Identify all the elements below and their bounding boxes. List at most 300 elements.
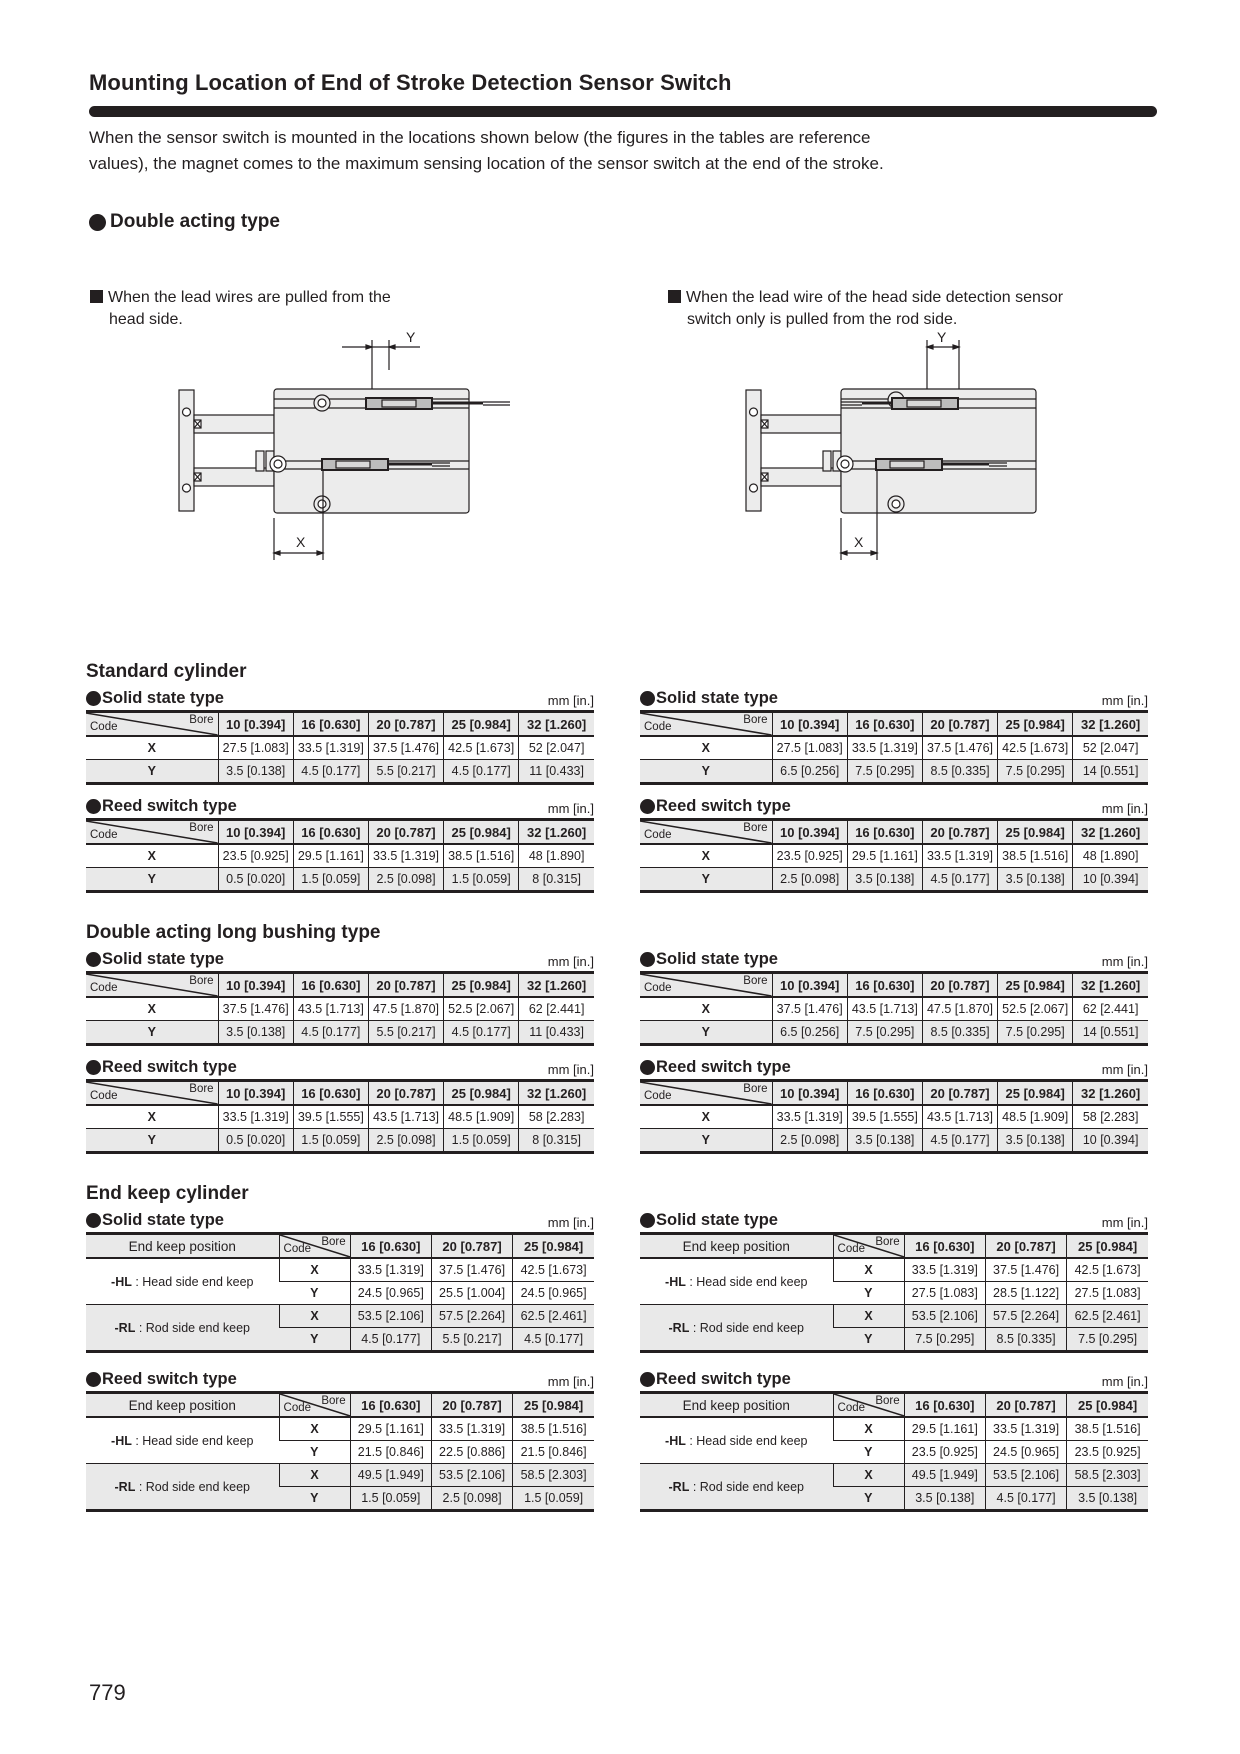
page-number: 779 xyxy=(89,1680,126,1705)
table-cell: 38.5 [1.516] xyxy=(998,844,1073,868)
sensor-position-table xyxy=(640,818,1148,893)
code-bore-header xyxy=(833,1393,904,1418)
table-cell: 62.5 [2.461] xyxy=(1067,1305,1148,1328)
row-code: X xyxy=(833,1258,904,1282)
bore-column-header: 10 [0.394] xyxy=(218,712,293,737)
subsection-title-label: Reed switch type xyxy=(102,1370,237,1388)
title-divider xyxy=(89,106,1157,117)
subsection-title xyxy=(86,1058,237,1077)
subsection-title-label: Solid state type xyxy=(656,950,778,968)
end-keep-description: : Rod side end keep xyxy=(135,1320,251,1335)
code-label: Code xyxy=(283,1402,312,1414)
table-cell: 1.5 [0.059] xyxy=(293,868,368,892)
table-cell: 8.5 [0.335] xyxy=(922,760,997,784)
table-cell: 3.5 [0.138] xyxy=(847,868,922,892)
bore-column-header: 20 [0.787] xyxy=(985,1234,1066,1259)
bore-column-header: 10 [0.394] xyxy=(218,1081,293,1106)
table-cell: 33.5 [1.319] xyxy=(904,1258,985,1282)
end-keep-code: -RL xyxy=(114,1320,136,1335)
subsection-title-label: Reed switch type xyxy=(656,797,791,815)
bore-column-header: 25 [0.984] xyxy=(998,712,1073,737)
end-keep-position-rl xyxy=(86,1305,279,1352)
bore-column-header: 25 [0.984] xyxy=(998,1081,1073,1106)
end-keep-code: -HL xyxy=(111,1274,132,1289)
table-header-row xyxy=(640,945,1148,969)
bore-column-header: 10 [0.394] xyxy=(772,820,847,845)
table-cell: 27.5 [1.083] xyxy=(772,736,847,760)
table-cell: 42.5 [1.673] xyxy=(444,736,519,760)
end-keep-position-hl xyxy=(640,1417,833,1464)
table-cell: 1.5 [0.059] xyxy=(513,1487,594,1511)
row-code: X xyxy=(147,1002,156,1016)
table-cell: 21.5 [0.846] xyxy=(350,1441,431,1464)
table-cell: 37.5 [1.476] xyxy=(772,997,847,1021)
code-bore-header xyxy=(86,973,218,998)
table-row xyxy=(640,760,1148,784)
bore-column-header: 32 [1.260] xyxy=(519,712,594,737)
code-label: Code xyxy=(90,721,118,733)
bullet-icon xyxy=(640,1372,655,1387)
bore-column-header: 25 [0.984] xyxy=(444,712,519,737)
table-cell: 33.5 [1.319] xyxy=(847,736,922,760)
table-cell: 4.5 [0.177] xyxy=(350,1328,431,1352)
table-cell: 33.5 [1.319] xyxy=(772,1105,847,1129)
table-cell: 4.5 [0.177] xyxy=(444,1021,519,1045)
end-keep-code: -HL xyxy=(665,1433,686,1448)
bore-label: Bore xyxy=(189,975,214,987)
table-row xyxy=(640,1417,1148,1441)
unit-label: mm [in.] xyxy=(1101,801,1148,816)
table-cell: 23.5 [0.925] xyxy=(1067,1441,1148,1464)
table-cell: 53.5 [2.106] xyxy=(904,1305,985,1328)
table-cell: 1.5 [0.059] xyxy=(444,868,519,892)
sensor-position-table-block xyxy=(640,684,1148,785)
row-code: Y xyxy=(310,1445,319,1459)
subsection-title-label: Reed switch type xyxy=(656,1058,791,1076)
row-code: X xyxy=(701,1110,710,1124)
unit-label: mm [in.] xyxy=(547,693,594,708)
x-dimension-label: X xyxy=(296,534,306,550)
subsection-title xyxy=(86,797,237,816)
table-cell: 38.5 [1.516] xyxy=(1067,1417,1148,1441)
x-dimension-label: X xyxy=(854,534,864,550)
table-cell: 43.5 [1.713] xyxy=(293,997,368,1021)
table-header-row xyxy=(640,1053,1148,1077)
table-cell: 7.5 [0.295] xyxy=(847,1021,922,1045)
unit-label: mm [in.] xyxy=(547,954,594,969)
code-label: Code xyxy=(644,1090,672,1102)
end-keep-position-header: End keep position xyxy=(128,1397,236,1413)
bore-column-header: 10 [0.394] xyxy=(772,973,847,998)
subsection-title xyxy=(640,950,778,969)
code-bore-header xyxy=(86,712,218,737)
bullet-icon xyxy=(640,691,655,706)
bore-column-header: 10 [0.394] xyxy=(218,820,293,845)
end-keep-position-header: End keep position xyxy=(682,1397,790,1413)
table-cell: 52.5 [2.067] xyxy=(444,997,519,1021)
bore-column-header: 16 [0.630] xyxy=(904,1234,985,1259)
bullet-icon xyxy=(89,214,106,231)
row-code: X xyxy=(147,1110,156,1124)
table-cell: 3.5 [0.138] xyxy=(998,868,1073,892)
code-bore-header xyxy=(86,820,218,845)
row-code: Y xyxy=(147,1025,156,1039)
bore-column-header: 25 [0.984] xyxy=(1067,1393,1148,1418)
bullet-icon xyxy=(86,1213,101,1228)
sensor-position-table xyxy=(640,1079,1148,1154)
table-cell: 0.5 [0.020] xyxy=(218,868,293,892)
table-cell: 37.5 [1.476] xyxy=(431,1258,512,1282)
table-cell: 14 [0.551] xyxy=(1073,760,1148,784)
table-cell: 49.5 [1.949] xyxy=(350,1464,431,1487)
row-code: X xyxy=(701,1002,710,1016)
subsection-title xyxy=(86,950,224,969)
table-row xyxy=(640,1305,1148,1328)
intro-line-1: When the sensor switch is mounted in the locations shown below (the figures in the tables are reference xyxy=(89,128,871,147)
intro-line-2: values), the magnet comes to the maximum sensing location of the sensor switch at the end of the stroke. xyxy=(89,154,884,173)
table-cell: 29.5 [1.161] xyxy=(904,1417,985,1441)
unit-label: mm [in.] xyxy=(547,1374,594,1389)
bullet-icon xyxy=(86,1060,101,1075)
table-cell: 3.5 [0.138] xyxy=(1067,1487,1148,1511)
table-cell: 37.5 [1.476] xyxy=(922,736,997,760)
table-cell: 39.5 [1.555] xyxy=(293,1105,368,1129)
code-bore-header xyxy=(640,712,772,737)
table-cell: 7.5 [0.295] xyxy=(998,760,1073,784)
bore-column-header: 32 [1.260] xyxy=(519,973,594,998)
table-cell: 7.5 [0.295] xyxy=(998,1021,1073,1045)
end-keep-description: : Rod side end keep xyxy=(689,1320,805,1335)
bore-column-header: 16 [0.630] xyxy=(847,1081,922,1106)
end-keep-description: : Head side end keep xyxy=(131,1433,254,1448)
unit-label: mm [in.] xyxy=(547,1215,594,1230)
bore-column-header: 16 [0.630] xyxy=(904,1393,985,1418)
table-cell: 2.5 [0.098] xyxy=(368,868,443,892)
table-cell: 28.5 [1.122] xyxy=(985,1282,1066,1305)
bore-column-header: 20 [0.787] xyxy=(368,973,443,998)
table-cell: 62 [2.441] xyxy=(1073,997,1148,1021)
code-label: Code xyxy=(837,1243,866,1255)
table-cell: 33.5 [1.319] xyxy=(218,1105,293,1129)
table-cell: 2.5 [0.098] xyxy=(431,1487,512,1511)
table-cell: 23.5 [0.925] xyxy=(772,844,847,868)
table-row xyxy=(86,1417,594,1441)
code-bore-header xyxy=(279,1393,350,1418)
code-label: Code xyxy=(644,829,672,841)
table-cell: 23.5 [0.925] xyxy=(904,1441,985,1464)
bore-column-header: 16 [0.630] xyxy=(847,712,922,737)
sensor-position-table-block xyxy=(86,684,594,785)
table-cell: 58.5 [2.303] xyxy=(513,1464,594,1487)
end-keep-position-header: End keep position xyxy=(128,1238,236,1254)
table-header-row xyxy=(86,1206,594,1230)
page-title: Mounting Location of End of Stroke Detection Sensor Switch xyxy=(89,70,732,95)
bullet-icon xyxy=(86,691,101,706)
table-cell: 1.5 [0.059] xyxy=(350,1487,431,1511)
subsection-title xyxy=(640,689,778,708)
bore-column-header: 20 [0.787] xyxy=(431,1393,512,1418)
bore-column-header: 20 [0.787] xyxy=(368,1081,443,1106)
table-cell: 1.5 [0.059] xyxy=(444,1129,519,1153)
unit-label: mm [in.] xyxy=(1101,1215,1148,1230)
table-cell: 8.5 [0.335] xyxy=(922,1021,997,1045)
square-bullet-icon xyxy=(668,290,681,303)
table-cell: 62.5 [2.461] xyxy=(513,1305,594,1328)
code-bore-header xyxy=(833,1234,904,1259)
table-cell: 3.5 [0.138] xyxy=(847,1129,922,1153)
sensor-position-table-block xyxy=(640,945,1148,1046)
bore-column-header: 32 [1.260] xyxy=(1073,820,1148,845)
sensor-position-table-block xyxy=(640,792,1148,893)
subsection-title-label: Solid state type xyxy=(656,689,778,707)
bore-column-header: 32 [1.260] xyxy=(1073,712,1148,737)
code-bore-header xyxy=(86,1081,218,1106)
table-row xyxy=(640,868,1148,892)
bore-column-header: 16 [0.630] xyxy=(350,1234,431,1259)
table-row xyxy=(86,1105,594,1129)
subsection-title xyxy=(640,1058,791,1077)
subsection-title xyxy=(86,1370,237,1389)
table-cell: 2.5 [0.098] xyxy=(772,868,847,892)
table-cell: 39.5 [1.555] xyxy=(847,1105,922,1129)
y-dimension-label: Y xyxy=(406,330,416,345)
table-header-row xyxy=(640,1365,1148,1389)
sensor-position-table xyxy=(86,818,594,893)
type-heading xyxy=(89,211,280,233)
table-cell: 27.5 [1.083] xyxy=(1067,1282,1148,1305)
figure-1-caption xyxy=(90,287,391,331)
table-cell: 10 [0.394] xyxy=(1073,868,1148,892)
bore-label: Bore xyxy=(321,1236,346,1248)
subsection-title xyxy=(640,1370,791,1389)
table-cell: 4.5 [0.177] xyxy=(293,760,368,784)
end-keep-description: : Head side end keep xyxy=(131,1274,254,1289)
row-code: X xyxy=(147,849,156,863)
table-cell: 14 [0.551] xyxy=(1073,1021,1148,1045)
sensor-position-table xyxy=(86,971,594,1046)
row-code: Y xyxy=(864,1332,873,1346)
table-cell: 8 [0.315] xyxy=(519,868,594,892)
table-cell: 48 [1.890] xyxy=(519,844,594,868)
table-row xyxy=(86,844,594,868)
table-cell: 4.5 [0.177] xyxy=(985,1487,1066,1511)
table-cell: 24.5 [0.965] xyxy=(513,1282,594,1305)
end-keep-table-block xyxy=(640,1365,1148,1512)
table-cell: 11 [0.433] xyxy=(519,760,594,784)
table-cell: 21.5 [0.846] xyxy=(513,1441,594,1464)
table-cell: 11 [0.433] xyxy=(519,1021,594,1045)
bore-column-header: 20 [0.787] xyxy=(922,973,997,998)
table-row xyxy=(640,736,1148,760)
sensor-position-table xyxy=(640,710,1148,785)
row-code: Y xyxy=(864,1286,873,1300)
arrowhead-icon xyxy=(366,345,372,349)
end-keep-description: : Rod side end keep xyxy=(689,1479,805,1494)
bore-label: Bore xyxy=(743,975,768,987)
bore-label: Bore xyxy=(743,714,768,726)
table-cell: 38.5 [1.516] xyxy=(444,844,519,868)
table-cell: 5.5 [0.217] xyxy=(431,1328,512,1352)
table-cell: 6.5 [0.256] xyxy=(772,760,847,784)
bullet-icon xyxy=(640,1213,655,1228)
table-cell: 27.5 [1.083] xyxy=(904,1282,985,1305)
table-cell: 10 [0.394] xyxy=(1073,1129,1148,1153)
table-cell: 22.5 [0.886] xyxy=(431,1441,512,1464)
table-cell: 43.5 [1.713] xyxy=(368,1105,443,1129)
bore-column-header: 32 [1.260] xyxy=(1073,1081,1148,1106)
row-code: X xyxy=(147,741,156,755)
table-row xyxy=(86,997,594,1021)
row-code: X xyxy=(279,1464,350,1487)
bore-column-header: 20 [0.787] xyxy=(368,712,443,737)
row-code: Y xyxy=(701,1133,710,1147)
sensor-position-table xyxy=(86,710,594,785)
bore-column-header: 32 [1.260] xyxy=(519,1081,594,1106)
table-cell: 3.5 [0.138] xyxy=(218,760,293,784)
bore-column-header: 25 [0.984] xyxy=(998,973,1073,998)
table-cell: 57.5 [2.264] xyxy=(985,1305,1066,1328)
row-code: Y xyxy=(310,1332,319,1346)
bore-column-header: 20 [0.787] xyxy=(922,820,997,845)
end-keep-code: -RL xyxy=(114,1479,136,1494)
row-code: X xyxy=(279,1258,350,1282)
bore-label: Bore xyxy=(189,714,214,726)
sensor-position-table-block xyxy=(640,1053,1148,1154)
sensor-position-table xyxy=(640,971,1148,1046)
bullet-icon xyxy=(640,952,655,967)
table-cell: 23.5 [0.925] xyxy=(218,844,293,868)
table-cell: 38.5 [1.516] xyxy=(513,1417,594,1441)
bore-column-header: 25 [0.984] xyxy=(513,1234,594,1259)
bore-column-header: 16 [0.630] xyxy=(293,820,368,845)
row-code: X xyxy=(279,1417,350,1441)
table-cell: 33.5 [1.319] xyxy=(350,1258,431,1282)
sensor-position-table xyxy=(86,1079,594,1154)
section-heading-standard: Standard cylinder xyxy=(86,661,247,682)
table-row xyxy=(86,1258,594,1282)
row-code: Y xyxy=(147,1133,156,1147)
bore-column-header: 10 [0.394] xyxy=(218,973,293,998)
table-cell: 43.5 [1.713] xyxy=(847,997,922,1021)
code-label: Code xyxy=(283,1243,312,1255)
subsection-title-label: Solid state type xyxy=(102,1211,224,1229)
table-cell: 37.5 [1.476] xyxy=(218,997,293,1021)
bore-column-header: 32 [1.260] xyxy=(1073,973,1148,998)
table-cell: 58 [2.283] xyxy=(519,1105,594,1129)
table-header-row xyxy=(86,792,594,816)
sensor-position-table-block xyxy=(86,1053,594,1154)
bore-label: Bore xyxy=(189,1083,214,1095)
section-heading-long-bushing: Double acting long bushing type xyxy=(86,922,381,943)
unit-label: mm [in.] xyxy=(1101,954,1148,969)
bullet-icon xyxy=(640,799,655,814)
table-cell: 7.5 [0.295] xyxy=(847,760,922,784)
table-cell: 53.5 [2.106] xyxy=(985,1464,1066,1487)
table-cell: 2.5 [0.098] xyxy=(772,1129,847,1153)
table-cell: 5.5 [0.217] xyxy=(368,760,443,784)
cylinder-diagram-rod-side xyxy=(737,330,1117,560)
table-cell: 29.5 [1.161] xyxy=(350,1417,431,1441)
end-keep-position-hl xyxy=(86,1417,279,1464)
table-cell: 8.5 [0.335] xyxy=(985,1328,1066,1352)
table-cell: 37.5 [1.476] xyxy=(985,1258,1066,1282)
table-cell: 7.5 [0.295] xyxy=(1067,1328,1148,1352)
subsection-title xyxy=(640,797,791,816)
bore-column-header: 25 [0.984] xyxy=(444,973,519,998)
row-code: X xyxy=(701,741,710,755)
bore-label: Bore xyxy=(189,822,214,834)
end-keep-table xyxy=(640,1391,1148,1512)
bore-column-header: 10 [0.394] xyxy=(772,712,847,737)
bore-label: Bore xyxy=(875,1395,900,1407)
table-row xyxy=(86,1129,594,1153)
code-label: Code xyxy=(644,721,672,733)
table-cell: 3.5 [0.138] xyxy=(904,1487,985,1511)
end-keep-table-block xyxy=(640,1206,1148,1353)
caption-line: switch only is pulled from the rod side. xyxy=(687,311,958,328)
end-keep-description: : Head side end keep xyxy=(685,1433,808,1448)
table-cell: 42.5 [1.673] xyxy=(998,736,1073,760)
bore-column-header: 16 [0.630] xyxy=(847,973,922,998)
square-bullet-icon xyxy=(90,290,103,303)
table-row xyxy=(640,1464,1148,1487)
table-cell: 58 [2.283] xyxy=(1073,1105,1148,1129)
table-header-row xyxy=(86,1365,594,1389)
bore-column-header: 25 [0.984] xyxy=(444,820,519,845)
table-header-row xyxy=(86,945,594,969)
table-cell: 52.5 [2.067] xyxy=(998,997,1073,1021)
unit-label: mm [in.] xyxy=(547,1062,594,1077)
end-keep-code: -RL xyxy=(668,1320,690,1335)
row-code: X xyxy=(833,1464,904,1487)
bore-column-header: 20 [0.787] xyxy=(368,820,443,845)
subsection-title-label: Reed switch type xyxy=(656,1370,791,1388)
table-cell: 33.5 [1.319] xyxy=(922,844,997,868)
row-code: Y xyxy=(701,764,710,778)
row-code: Y xyxy=(864,1445,873,1459)
table-cell: 24.5 [0.965] xyxy=(350,1282,431,1305)
table-cell: 6.5 [0.256] xyxy=(772,1021,847,1045)
bore-label: Bore xyxy=(743,822,768,834)
figure-2-caption xyxy=(668,287,1063,331)
end-keep-description: : Rod side end keep xyxy=(135,1479,251,1494)
bore-column-header: 25 [0.984] xyxy=(513,1393,594,1418)
row-code: Y xyxy=(310,1491,319,1505)
table-cell: 43.5 [1.713] xyxy=(922,1105,997,1129)
bore-column-header: 16 [0.630] xyxy=(847,820,922,845)
intro-text xyxy=(89,125,1089,177)
bullet-icon xyxy=(86,952,101,967)
end-keep-code: -RL xyxy=(668,1479,690,1494)
subsection-title xyxy=(86,689,224,708)
bore-column-header: 16 [0.630] xyxy=(293,973,368,998)
table-cell: 53.5 [2.106] xyxy=(350,1305,431,1328)
bore-column-header: 20 [0.787] xyxy=(431,1234,512,1259)
y-dimension-label: Y xyxy=(937,330,947,345)
unit-label: mm [in.] xyxy=(1101,1374,1148,1389)
unit-label: mm [in.] xyxy=(1101,693,1148,708)
table-cell: 27.5 [1.083] xyxy=(218,736,293,760)
subsection-title-label: Solid state type xyxy=(102,689,224,707)
bore-column-header: 25 [0.984] xyxy=(444,1081,519,1106)
table-cell: 3.5 [0.138] xyxy=(218,1021,293,1045)
table-header-row xyxy=(86,684,594,708)
row-code: Y xyxy=(310,1286,319,1300)
table-cell: 52 [2.047] xyxy=(1073,736,1148,760)
bullet-icon xyxy=(86,799,101,814)
table-cell: 48 [1.890] xyxy=(1073,844,1148,868)
bore-column-header: 16 [0.630] xyxy=(293,712,368,737)
